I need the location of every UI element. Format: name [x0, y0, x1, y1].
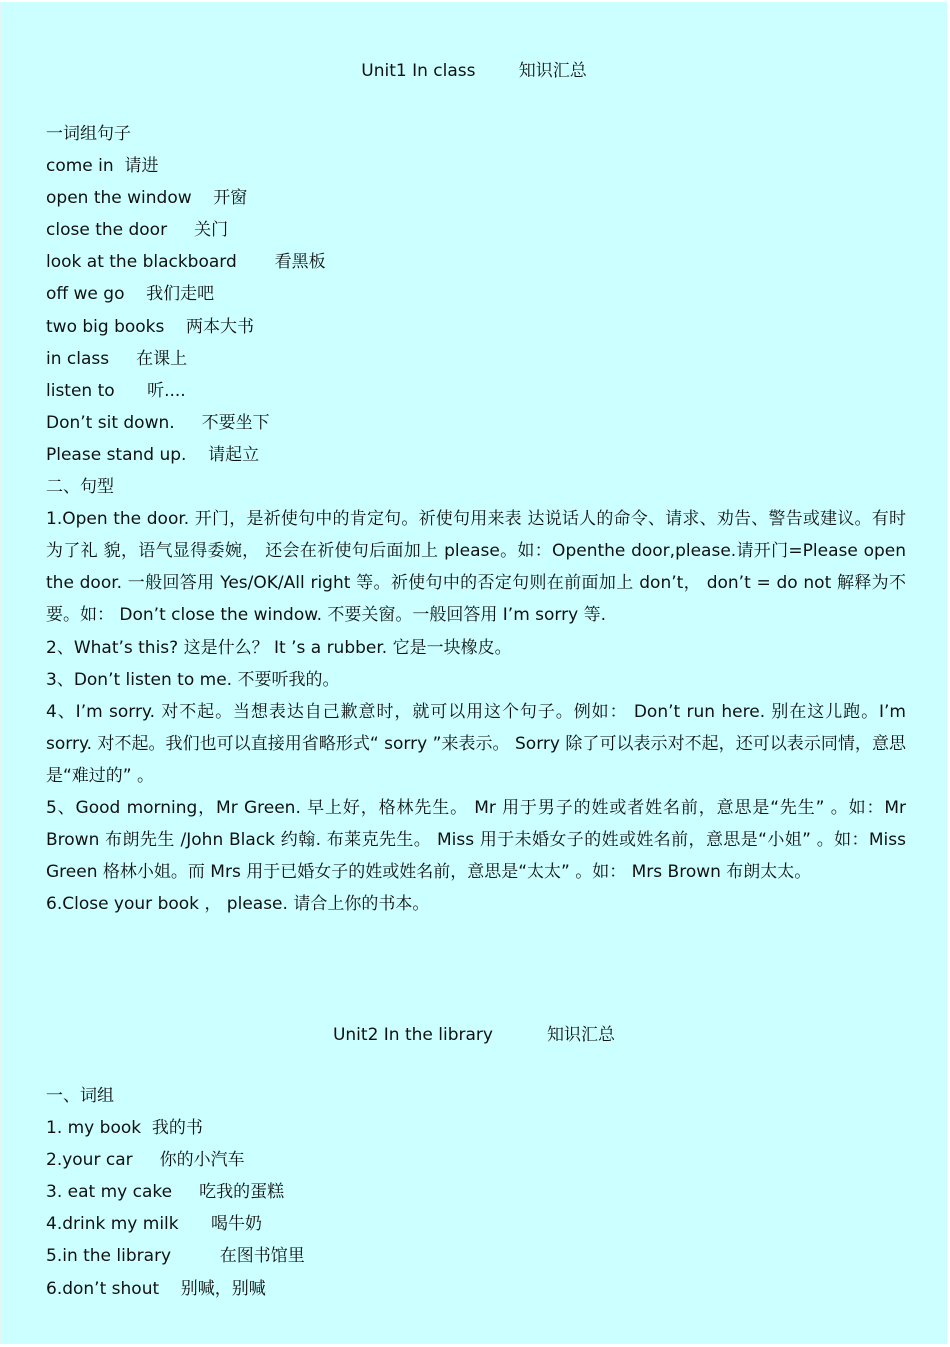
- phrase-line: 1. my book 我的书: [46, 1118, 203, 1139]
- phrase-line: 3. eat my cake 吃我的蛋糕: [46, 1182, 285, 1203]
- phrase-line: open the window 开窗: [46, 188, 248, 209]
- unit2-section1-heading: 一、词组: [46, 1086, 114, 1106]
- phrase-line: close the door 关门: [46, 220, 229, 241]
- unit1-section2-heading: 二、句型: [46, 477, 114, 498]
- phrase-line: 4.drink my milk 喝牛奶: [46, 1214, 263, 1235]
- phrase-line: two big books 两本大书: [46, 316, 254, 337]
- phrase-line: off we go 我们走吧: [46, 284, 215, 305]
- sentence-paragraph: 4、I’m sorry. 对不起。当想表达自己歉意时，就可以用这个句子。例如： Don’t run here. 别在这儿跑。I’m sorry. 对不起。我们也可以直接用省略形式“ sorry ”来表示。 Sorry 除了可以表示对不起，还可以表示同情，意思是“难过的” 。: [46, 701, 906, 786]
- phrase-line: Please stand up. 请起立: [46, 444, 260, 465]
- sentence-paragraph: 3、Don’t listen to me. 不要听我的。: [46, 669, 340, 690]
- phrase-line: Don’t sit down. 不要坐下: [46, 412, 270, 433]
- phrase-line: 5.in the library 在图书馆里: [46, 1246, 305, 1267]
- sentence-paragraph: 6.Close your book ， please. 请合上你的书本。: [46, 894, 430, 915]
- unit1-title: Unit1 In class 知识汇总: [361, 61, 587, 81]
- unit2-title: Unit2 In the library 知识汇总: [332, 1025, 616, 1045]
- phrase-line: listen to 听....: [46, 380, 186, 401]
- phrase-line: look at the blackboard 看黑板: [46, 252, 326, 273]
- sentence-paragraph: 2、What’s this? 这是什么？ It ’s a rubber. 它是一块橡皮。: [46, 637, 512, 658]
- phrase-line: in class 在课上: [46, 348, 188, 369]
- document-page: [0, 2, 947, 1344]
- phrase-line: 6.don’t shout 别喊，别喊: [46, 1278, 266, 1299]
- phrase-line: come in 请进: [46, 156, 159, 177]
- unit2-content: [46, 1080, 906, 1305]
- unit1-content: [46, 118, 906, 920]
- sentence-paragraph: 1.Open the door. 开门，是祈使句中的肯定句。祈使句用来表 达说话人的命令、请求、劝告、警告或建议。有时为了礼 貌，语气显得委婉， 还会在祈使句后面加上 please。如：Openthe door,please.请开门=Please open the door. 一般回答用 Yes/OK/All right 等。祈使句中的否定句则在前面加上 don’t， don’t = do not 解释为不要。如： Don’t close the window. 不要关窗。一般回答用 I’m sorry 等.: [46, 509, 906, 626]
- phrase-line: 2.your car 你的小汽车: [46, 1150, 245, 1171]
- unit1-section1-heading: 一词组句子: [46, 124, 131, 144]
- sentence-paragraph: 5、Good morning，Mr Green. 早上好，格林先生。 Mr 用于男子的姓或者姓名前，意思是“先生” 。如：Mr Brown 布朗先生 /John Black 约翰. 布莱克先生。 Miss 用于未婚女子的姓或姓名前，意思是“小姐” 。如：Miss Green 格林小姐。而 Mrs 用于已婚女子的姓或姓名前，意思是“太太” 。如： Mrs Brown 布朗太太。: [46, 797, 906, 883]
